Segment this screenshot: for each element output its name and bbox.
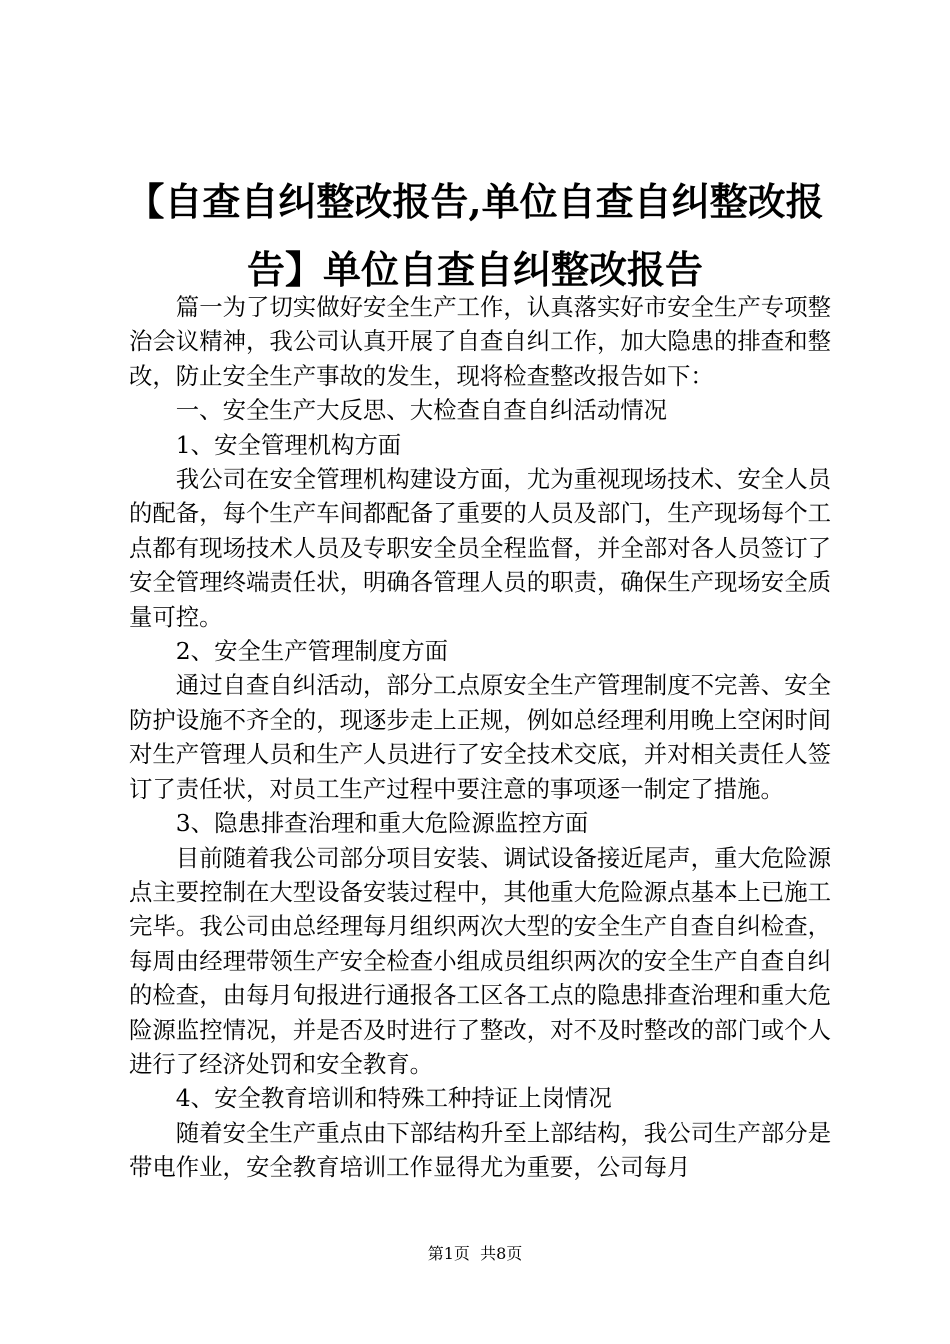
page-footer <box>0 1242 950 1266</box>
section-heading-1: 一、安全生产大反思、大检查自查自纠活动情况 <box>175 396 667 425</box>
subheading-1: 1、安全管理机构方面 <box>175 430 402 459</box>
document-body <box>129 290 831 1185</box>
paragraph-intro: 篇一为了切实做好安全生产工作，认真落实好市安全生产专项整治会议精神，我公司认真开展了自查自纠工作，加大隐患的排查和整改，防止安全生产事故的发生，现将检查整改报告如下： <box>129 293 831 390</box>
page-number: 第1页 <box>427 1244 470 1263</box>
page-total: 共8页 <box>480 1244 523 1263</box>
paragraph-2: 通过自查自纠活动，部分工点原安全生产管理制度不完善、安全防护设施不齐全的，现逐步走上正规，例如总经理利用晚上空闲时间对生产管理人员和生产人员进行了安全技术交底，并对相关责任人签订了责任状，对员工生产过程中要注意的事项逐一制定了措施。 <box>129 671 831 803</box>
subheading-3: 3、隐患排查治理和重大危险源监控方面 <box>175 809 589 838</box>
document-title: 【自查自纠整改报告,单位自查自纠整改报告】单位自查自纠整改报告 <box>126 179 824 292</box>
paragraph-1: 我公司在安全管理机构建设方面，尤为重视现场技术、安全人员的配备，每个生产车间都配备了重要的人员及部门，生产现场每个工点都有现场技术人员及专职安全员全程监督，并全部对各人员签订了安全管理终端责任状，明确各管理人员的职责，确保生产现场安全质量可控。 <box>129 465 831 631</box>
paragraph-4: 随着安全生产重点由下部结构升至上部结构，我公司生产部分是带电作业，安全教育培训工作显得尤为重要，公司每月 <box>129 1118 831 1182</box>
subheading-2: 2、安全生产管理制度方面 <box>175 637 448 666</box>
subheading-4: 4、安全教育培训和特殊工种持证上岗情况 <box>175 1084 612 1113</box>
paragraph-3: 目前随着我公司部分项目安装、调试设备接近尾声，重大危险源点主要控制在大型设备安装过程中，其他重大危险源点基本上已施工完毕。我公司由总经理每月组织两次大型的安全生产自查自纠检查，每周由经理带领生产安全检查小组成员组织两次的安全生产自查自纠的检查，由每月旬报进行通报各工区各工点的隐患排查治理和重大危险源监控情况，并是否及时进行了整改，对不及时整改的部门或个人进行了经济处罚和安全教育。 <box>129 843 831 1078</box>
footer-separator <box>470 1244 480 1263</box>
